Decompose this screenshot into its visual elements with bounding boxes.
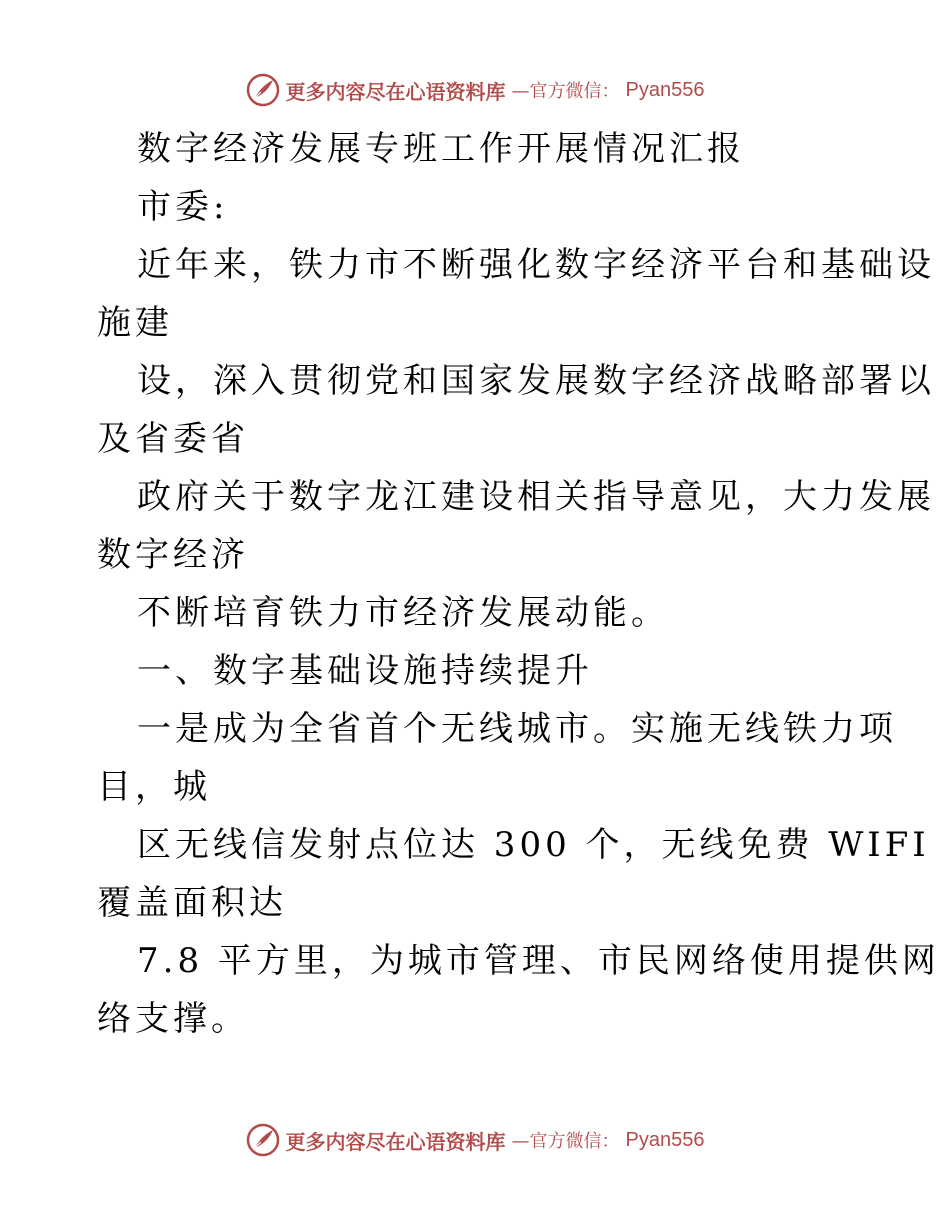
header-watermark bbox=[0, 70, 950, 110]
watermark-separator: —官方微信： bbox=[511, 81, 620, 102]
paragraph-line: 7.8 平方里，为城市管理、市民网络使用提供网 bbox=[137, 941, 940, 981]
paragraph-line: 络支撑。 bbox=[97, 999, 249, 1039]
watermark-account: Pyan556 bbox=[625, 1128, 705, 1151]
paragraph-line: 设，深入贯彻党和国家发展数字经济战略部署以 bbox=[137, 361, 935, 401]
paragraph-line: 覆盖面积达 bbox=[97, 883, 287, 923]
watermark-separator: —官方微信： bbox=[511, 1131, 620, 1152]
paragraph-line: 及省委省 bbox=[97, 419, 249, 459]
quill-logo-icon bbox=[246, 73, 280, 107]
paragraph-line: 施建 bbox=[97, 303, 173, 343]
footer-watermark bbox=[0, 1120, 950, 1160]
section-heading: 一、数字基础设施持续提升 bbox=[137, 651, 593, 691]
watermark-main-text: 更多内容尽在心语资料库 bbox=[285, 79, 506, 104]
document-title: 数字经济发展专班工作开展情况汇报 bbox=[137, 129, 745, 169]
paragraph-line: 区无线信发射点位达 300 个，无线免费 WIFI bbox=[137, 825, 930, 865]
quill-logo-icon bbox=[246, 1123, 280, 1157]
watermark-account: Pyan556 bbox=[625, 78, 705, 101]
salutation: 市委: bbox=[137, 187, 229, 227]
watermark-main-text: 更多内容尽在心语资料库 bbox=[285, 1129, 506, 1154]
paragraph-line: 近年来，铁力市不断强化数字经济平台和基础设 bbox=[137, 245, 935, 285]
paragraph-line: 政府关于数字龙江建设相关指导意见，大力发展 bbox=[137, 477, 935, 517]
paragraph-line: 一是成为全省首个无线城市。实施无线铁力项 bbox=[137, 709, 897, 749]
paragraph-line: 数字经济 bbox=[97, 535, 249, 575]
document-body bbox=[97, 120, 940, 1048]
paragraph-line: 不断培育铁力市经济发展动能。 bbox=[137, 593, 669, 633]
paragraph-line: 目，城 bbox=[97, 767, 211, 807]
